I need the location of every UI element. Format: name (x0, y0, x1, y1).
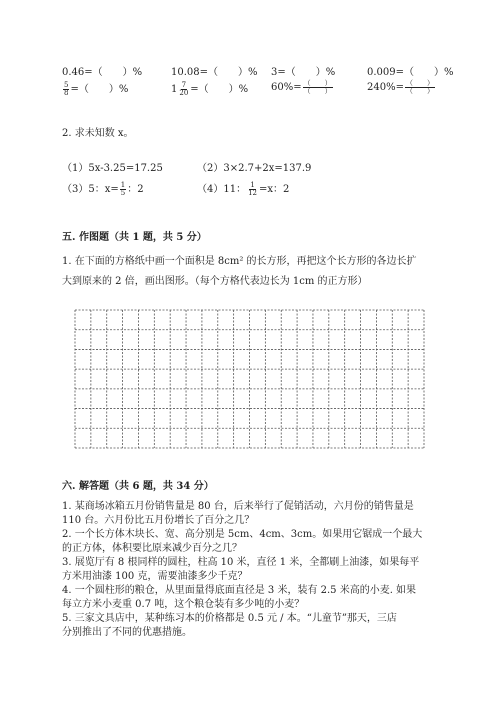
question-line: 1. 某商场冰箱五月份销售量是 80 台，后来举行了促销活动，六月份的销售量是 (62, 501, 414, 512)
section-5-question-line: 大到原来的 2 倍，画出图形。（每个方格代表边长为 1cm 的正方形） (62, 276, 368, 287)
fraction: $\frac{5}{8}$ (64, 81, 69, 97)
conversion-item: 1 $\frac{7}{20}$ =（ ）% (171, 81, 249, 97)
conversion-item: 0.46=（ ）% (62, 67, 143, 78)
equation-4: （4）11： $\frac{1}{12}$ =x：2 (197, 181, 290, 197)
section-5-question-line: 1. 在下面的方格纸中画一个面积是 8cm² 的长方形，再把这个长方形的各边长扩 (62, 256, 417, 267)
section-5-title: 五. 作图题（共 1 题，共 5 分） (62, 232, 207, 243)
conversion-item: 60%= $\frac{( )}{( )}$ (271, 79, 332, 95)
question-line: 110 台。六月份比五月份增长了百分之几？ (62, 515, 255, 526)
equation-2: （2）3×2.7+2x=137.9 (197, 163, 312, 174)
conversion-item: 0.009=（ ）% (367, 67, 454, 78)
conversion-item: 240%= $\frac{( )}{( )}$ (367, 79, 434, 95)
question-line: 分别推出了不同的优惠措施。 (62, 627, 192, 638)
question-line: 每立方米小麦重 0.7 吨，这个粮仓装有多少吨的小麦？ (62, 599, 305, 610)
fraction: $\frac{7}{20}$ (179, 81, 189, 97)
section-6-questions (62, 500, 442, 640)
equation-1: （1）5x-3.25=17.25 (62, 163, 163, 174)
fraction: $\frac{( )}{( )}$ (405, 79, 434, 95)
question-line: 3. 展览厅有 8 根同样的圆柱，柱高 10 米，直径 1 米，全都刷上油漆，如果每平 (62, 557, 420, 568)
equation-3: （3）5：x= $\frac{1}{5}$ ：2 (62, 181, 144, 197)
question-line: 5. 三家文具店中，某种练习本的价格都是 0.5 元 / 本。“儿童节”那天，三店 (62, 613, 397, 624)
question-line: 4. 一个圆柱形的粮仓，从里面量得底面直径是 3 米，装有 2.5 米高的小麦. 如果 (62, 585, 417, 596)
question-line: 的正方体，体积要比原来减少百分之几？ (62, 543, 242, 554)
conversion-item: 3=（ ）% (271, 67, 336, 78)
conversion-item: 10.08=（ ）% (171, 67, 258, 78)
fraction: $\frac{( )}{( )}$ (303, 79, 332, 95)
question-2-title: 2. 求未知数 x。 (62, 128, 134, 139)
question-line: 方米用油漆 100 克，需要油漆多少千克？ (62, 571, 248, 582)
fraction: $\frac{1}{5}$ (120, 181, 126, 197)
question-line: 2. 一个长方体木块长、宽、高分别是 5cm、4cm、3cm。如果用它锯成一个最大 (62, 529, 423, 540)
section-6-title: 六. 解答题（共 6 题，共 34 分） (62, 481, 214, 492)
fraction: $\frac{1}{12}$ (248, 181, 258, 197)
conversion-item: $\frac{5}{8}$ =（ ）% (64, 81, 129, 97)
